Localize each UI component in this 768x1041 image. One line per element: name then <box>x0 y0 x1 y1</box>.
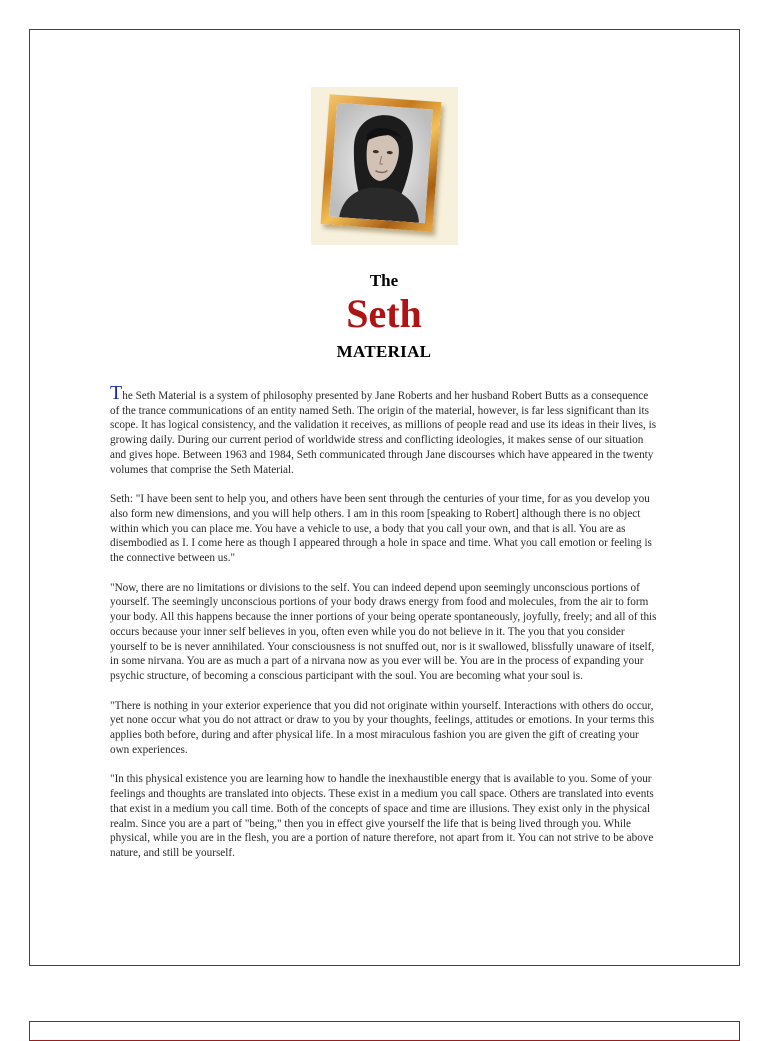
title-seth: Seth <box>346 291 422 336</box>
title-material: MATERIAL <box>336 342 432 361</box>
intro-paragraph <box>110 382 660 477</box>
dropcap-letter: T <box>110 382 123 404</box>
paragraph-physical-existence: "In this physical existence you are learning how to handle the inexhaustible energy that is available to you. Some of your feelings and thoughts are translated into objects. These exist in a medium you call space. Others are translated into events that exist in a medium you call time. Both of the concepts of space and time are illusions. They exist only in the physical realm. Since you are a part of "being," then you in effect give yourself the life that is being lived through you. While physical, while you are in the flesh, you are a portion of nature therefore, not apart from it. You can not strive to be above nature, and still be yourself. <box>110 773 654 859</box>
paragraph-seth-quote: Seth: "I have been sent to help you, and others have been sent through the centuries of your time, for as you develop you also form new dimensions, and you will help others. I am in this room [speaking to Robert] although there is no object within which you can place me. You have a vehicle to use, a body that you call your own, and that is all. You are as disembodied as I. I come here as though I appeared through a hole in space and time. What you call emotion or feeling is the connective between us." <box>110 493 652 565</box>
gold-picture-frame <box>321 94 442 231</box>
intro-text: he Seth Material is a system of philosophy presented by Jane Roberts and her husband Robert Butts as a consequence of the trance communications of an entity named Seth. The origin of the material, however, is far less significant than its scope. It has logical consistency, and the validation it receives, as millions of people read and use its ideas in their lives, is growing daily. During our current period of worldwide stress and conflicting ideologies, it makes sense of our situation and gives hope. Between 1963 and 1984, Seth communicated through Jane discourses which have appeared in the twenty volumes that comprise the Seth Material. <box>110 390 657 476</box>
paragraph-self: "Now, there are no limitations or divisions to the self. You can indeed depend upon seemingly unconscious portions of yourself. The seemingly unconscious portions of your body draws energy from food and molecules, from the air to form your body. All this happens because the inner portions of your being operate spontaneously, joyfully, freely; and all of this occurs because your inner self believes in you, often even while you do not believe in it. The you that you consider yourself to be is never annihilated. Your consciousness is not snuffed out, nor is it swallowed, blissfully unaware of itself, in some nirvana. You are as much a part of a nirvana now as you ever will be. You are in the process of expanding your psychic structure, of becoming a conscious participant with the soul. You are becoming what your soul is. <box>110 581 657 682</box>
article-body <box>110 382 660 876</box>
next-page-border <box>29 1021 740 1041</box>
title-the: The <box>369 271 399 290</box>
portrait-photo <box>329 103 433 223</box>
portrait-image <box>311 87 458 245</box>
paragraph-experience: "There is nothing in your exterior experience that you did not originate within yourself. Interactions with others do occur, yet none occur what you do not attract or draw to you by your thoughts, feelings, attitudes or emotions. In your terms this applies both before, during and after physical life. In a most miraculous fashion you are given the gift of creating your own experiences. <box>110 699 655 756</box>
